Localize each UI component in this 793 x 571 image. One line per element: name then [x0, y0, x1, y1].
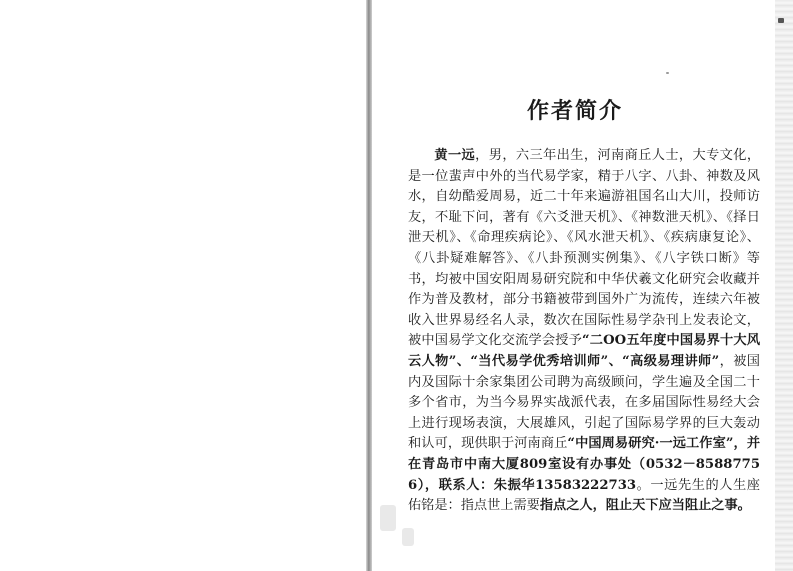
left-page-blank — [0, 0, 368, 571]
scan-smudge — [402, 528, 414, 546]
scan-speck — [666, 72, 669, 74]
bio-bold-segment: “二OO五年度中国易界十大风云人物”、“当代易学优秀培训师”、“高级易理讲师” — [408, 333, 761, 369]
bio-bold-segment: 黄一远 — [434, 148, 476, 163]
author-bio-paragraph — [408, 146, 760, 517]
bio-text-segment: ，被国内及国际十余家集团公司聘为高级顾问，学生遍及全国二十多个省市，为当今易界实战派代表，在多届国际性易经大会上进行现场表演，大展雄风，引起了国际易学界的巨大轰动和认可，现供职于河南商丘 — [408, 353, 760, 452]
page-edge-stack — [775, 0, 793, 571]
scan-smudge — [380, 505, 396, 531]
bio-text-segment: ，男，六三年出生，河南商丘人士，大专文化，是一位蜚声中外的当代易学家，精于八字、八卦、神数及风水，自幼酷爱周易，近二十年来遍游祖国名山大川，投师访友，不耻下问，著有《六爻泄天机》、《神数泄天机》、《择日泄天机》、《命理疾病论》、《风水泄天机》、《疾病康复论》、《八卦疑难解答》、《八卦预测实例集》、《八字铁口断》等书，均被中国安阳周易研究院和中华伏羲文化研究会收藏并作为普及教材，部分书籍被带到国外广为流传，连续六年被收入世界易经名人录，数次在国际性易学杂刊上发表论文，被中国易学文化交流学会授予 — [408, 148, 761, 349]
bio-bold-segment: 指点之人，阻止天下应当阻止之事。 — [539, 498, 751, 514]
bio-text-segment: 。一远先生的人生座佑铭是：指点世上需要 — [408, 477, 760, 514]
page-title: 作者简介 — [527, 98, 624, 124]
scan-speck — [778, 18, 784, 23]
bio-bold-segment: “中国周易研究·一远工作室”，并在青岛市中南大厦809室设有办事处（0532－85887756），联系人：朱振华13583222733 — [408, 436, 761, 493]
